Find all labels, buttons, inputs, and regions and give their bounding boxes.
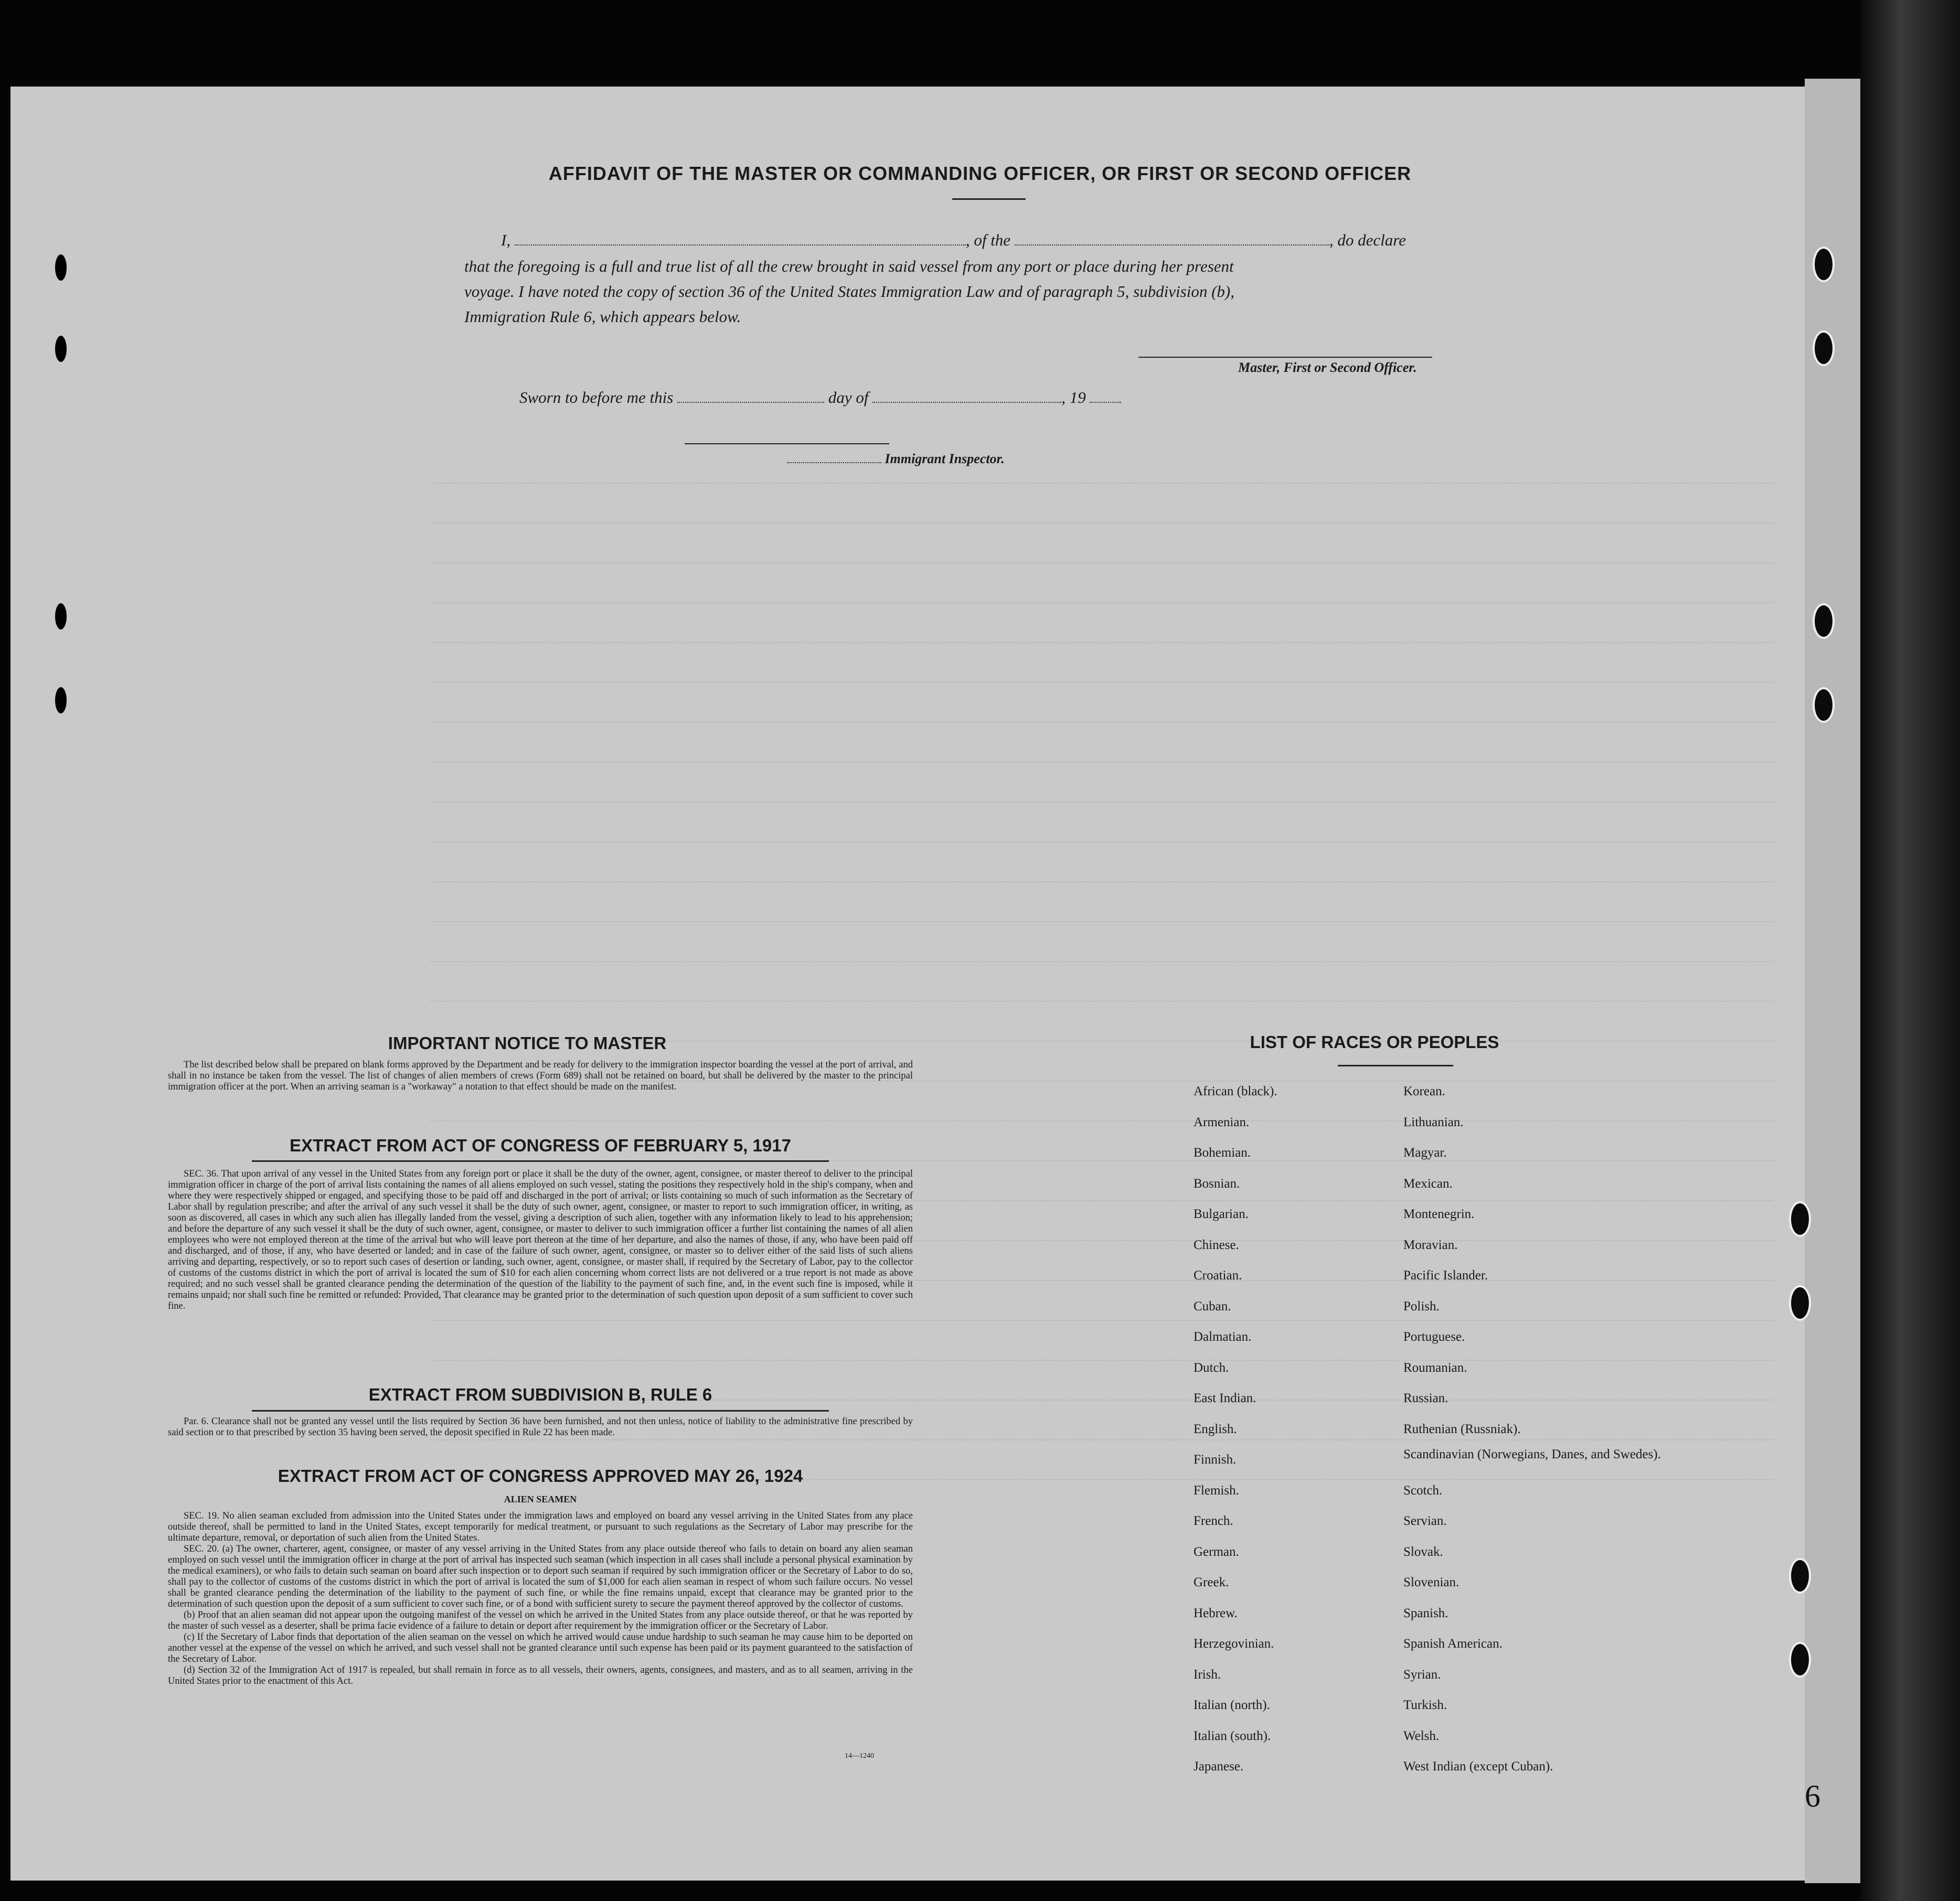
section-20b-paragraph: (b) Proof that an alien seaman did not appear upon the outgoing manifest of the vessel on which he arrived in the United States from any place outside thereof, or that he was reported by the master of such vessel as a deserter, shall be prima facie evidence of a failure to detain or deport after requirement by the immigration officer or the Secretary of Labor.: [168, 1610, 913, 1631]
race-item: Korean.: [1403, 1084, 1445, 1098]
vessel-blank[interactable]: [1015, 234, 1329, 245]
sworn-year-blank[interactable]: [1090, 391, 1121, 403]
races-title: LIST OF RACES OR PEOPLES: [1250, 1032, 1499, 1052]
race-item: Cuban.: [1194, 1299, 1231, 1313]
torn-edge: [1860, 0, 1960, 1901]
rule6-title: EXTRACT FROM SUBDIVISION B, RULE 6: [368, 1385, 712, 1404]
inspector-line[interactable]: [685, 443, 889, 444]
race-item: Magyar.: [1403, 1146, 1447, 1160]
race-item: French.: [1194, 1514, 1233, 1528]
punch-hole: [1789, 1558, 1811, 1594]
race-item: Scandinavian (Norwegians, Danes, and Swedes).: [1403, 1447, 1661, 1461]
extract-1924-text: [168, 1511, 913, 1687]
bleed-row: [430, 581, 1773, 603]
affidavit-declare: , do declare: [1329, 231, 1406, 249]
affidavit-title: AFFIDAVIT OF THE MASTER OR COMMANDING OFFICER, OR FIRST OR SECOND OFFICER: [548, 163, 1412, 184]
race-item: Armenian.: [1194, 1115, 1250, 1129]
affidavit-of: , of the: [965, 231, 1011, 249]
bleed-row: [430, 940, 1773, 962]
race-item: Bosnian.: [1194, 1176, 1240, 1191]
section-20a-paragraph: SEC. 20. (a) The owner, charterer, agent, consignee, or master of any vessel arriving in the United States from any place outside thereof who fails to detain on board any alien seaman employed on such vessel until the immigration officer in charge at the port of arrival has inspected such seaman (which inspection in all cases shall include a personal physical examination by the medical examiners), or who fails to detain such seaman on board after such inspection or to deport such seaman if required by such immigration officer or the Secretary of Labor to do so, shall pay to the collector of customs of the customs district in which the port of arrival is located the sum of $1,000 for each alien seaman in respect of whom such failure occurs. No vessel shall be granted clearance pending the determination of the liability to the payment of such fine, or while the fine remains unpaid, except that clearance may be granted prior to the determination of such question upon the deposit of a sum sufficient to cover such fine, or of a bond with sufficient surety to secure the payment thereof approved by the collector of customs.: [168, 1544, 913, 1609]
race-item: Dalmatian.: [1194, 1330, 1252, 1344]
punch-hole: [55, 336, 67, 362]
race-item: Mexican.: [1403, 1176, 1453, 1191]
notice-title: IMPORTANT NOTICE TO MASTER: [388, 1033, 667, 1053]
race-item: Slovak.: [1403, 1544, 1443, 1559]
race-item: Montenegrin.: [1403, 1207, 1475, 1221]
race-item: Slovenian.: [1403, 1575, 1460, 1589]
races-rule: [1338, 1065, 1453, 1066]
race-item: Portuguese.: [1403, 1330, 1465, 1344]
notice-paragraph: The list described below shall be prepared on blank forms approved by the Department and be ready for delivery to the immigration inspector boarding the vessel at the port of arrival, and shall in no instance be taken from the vessel. The list of changes of alien members of crews (Form 689) shall not be retained on board, but shall be delivered by the master to the principal immigration officer at the port. When an arriving seaman is a "workaway" a notation to that effect should be made on the manifest.: [168, 1060, 913, 1092]
rule-1917: [252, 1160, 829, 1162]
name-blank[interactable]: [515, 234, 966, 245]
race-item: Polish.: [1403, 1299, 1440, 1313]
race-item: Italian (north).: [1194, 1698, 1270, 1712]
race-item: Pacific Islander.: [1403, 1268, 1488, 1283]
race-item: Hebrew.: [1194, 1606, 1238, 1620]
race-item: Moravian.: [1403, 1237, 1458, 1252]
race-item: Roumanian.: [1403, 1360, 1467, 1375]
race-item: Spanish.: [1403, 1606, 1448, 1620]
bleed-row: [430, 781, 1773, 803]
race-item: Croatian.: [1194, 1268, 1242, 1283]
bleed-row: [430, 661, 1773, 683]
race-item: German.: [1194, 1544, 1239, 1559]
bleed-row: [430, 900, 1773, 922]
extract-1917-text: [168, 1169, 913, 1312]
bleed-row: [430, 701, 1773, 723]
punch-hole: [1813, 603, 1835, 639]
punch-hole: [1813, 687, 1835, 723]
rule6-paragraph: Par. 6. Clearance shall not be granted any vessel until the lists required by Section 36 have been furnished, and not then unless, notice of liability to the administrative fine prescribed by said section or to that prescribed by section 35 having been served, the deposit specified in Rule 22 has been made.: [168, 1416, 913, 1438]
sworn-prefix: Sworn to before me this: [519, 388, 674, 407]
inspector-label: [787, 451, 1005, 467]
section-19-paragraph: SEC. 19. No alien seaman excluded from admission into the United States under the immigration laws and employed on board any vessel arriving in the United States from any place outside thereof, shall be permitted to land in the United States, except temporarily for medical treatment, or pursuant to such regulations as the Secretary of Labor may prescribe for the ultimate departure, removal, or deportation of such alien from the United States.: [168, 1511, 913, 1543]
extract-1917-title: EXTRACT FROM ACT OF CONGRESS OF FEBRUARY 5, 1917: [290, 1136, 791, 1155]
punch-hole: [1789, 1285, 1811, 1321]
notice-text: [168, 1060, 913, 1093]
races-left-column: [1194, 1076, 1277, 1782]
race-item: Ruthenian (Russniak).: [1403, 1422, 1521, 1436]
race-item: Bulgarian.: [1194, 1207, 1249, 1221]
alien-seamen-subtitle: ALIEN SEAMEN: [504, 1494, 577, 1504]
race-item: West Indian (except Cuban).: [1403, 1759, 1553, 1774]
bleed-row: [430, 541, 1773, 563]
race-item: Chinese.: [1194, 1237, 1239, 1252]
section-36-paragraph: SEC. 36. That upon arrival of any vessel in the United States from any foreign port or place it shall be the duty of the owner, agent, consignee, or master thereof to deliver to the principal immigration officer in charge of the port of arrival lists containing the names of all aliens employed on such vessel, stating the positions they respectively hold in the ship's company, when and where they were respectively shipped or engaged, and specifying those to be paid off and discharged in the port of arrival; or lists containing so much of such information as the Secretary of Labor shall by regulation prescribe; and after the arrival of any such vessel it shall be the duty of such owner, agent, consignee, or master to report to such immigration officer, in writing, as soon as discovered, all cases in which any such alien has illegally landed from the vessel, giving a description of such alien, together with any information likely to lead to his apprehension; and before the departure of any such vessel it shall be the duty of such owner, agent, consignee, or master to deliver to such immigration officer a further list containing the names of all alien employees who were not employed thereon at the time of the arrival but who will leave port thereon at the time of her departure, and also the names of those, if any, who have been paid off and discharged, and of those, if any, who have deserted or landed; and in case of the failure of such owner, agent, consignee, or master so to deliver either of the said lists of such aliens arriving and departing, respectively, or so to report such cases of desertion or landing, such owner, agent, consignee, or master shall, if required by the Secretary of Labor, pay to the collector of customs of the customs district in which the port of arrival is located the sum of $10 for each alien concerning whom correct lists are not delivered or a true report is not made as above required; and no such vessel shall be granted clearance pending the determination of the question of the liability to the payment of such fine, and, in the event such fine is imposed, while it remains unpaid; nor shall such fine be remitted or refunded: Provided, That clearance may be granted prior to the determination of such question upon deposit of a sum sufficient to cover such fine.: [168, 1169, 913, 1311]
races-right-column: [1403, 1076, 1661, 1782]
bleed-row: [430, 980, 1773, 1002]
margin-handwritten-note: 6: [1805, 1779, 1820, 1813]
affidavit-line-3: voyage. I have noted the copy of section 36 of the United States Immigration Law and of paragraph 5, subdivision (b),: [464, 282, 1234, 301]
affidavit-line-4: Immigration Rule 6, which appears below.: [464, 307, 741, 326]
bleed-row: [430, 501, 1773, 524]
bleed-row: [430, 820, 1773, 842]
sworn-day-label: day of: [828, 388, 869, 407]
sworn-day-blank[interactable]: [677, 391, 824, 403]
punch-hole: [55, 687, 67, 713]
section-20c-paragraph: (c) If the Secretary of Labor finds that deportation of the alien seaman on the vessel on which he arrived would cause undue hardship to such seaman he may cause him to be deported on another vessel at the expense of the vessel on which he arrived, and such vessel shall not be granted clearance until such expense has been paid or its payment guaranteed to the satisfaction of the Secretary of Labor.: [168, 1632, 913, 1664]
punch-hole: [1813, 330, 1835, 366]
signature-line[interactable]: [1138, 357, 1432, 358]
punch-hole: [55, 603, 67, 629]
sworn-year: , 19: [1061, 388, 1086, 407]
race-item: Italian (south).: [1194, 1728, 1271, 1743]
race-item: African (black).: [1194, 1084, 1277, 1098]
signature-label: Master, First or Second Officer.: [1238, 360, 1417, 375]
punch-hole: [1813, 247, 1835, 282]
punch-hole: [55, 254, 67, 281]
race-item: Greek.: [1194, 1575, 1229, 1589]
bleed-row: [430, 860, 1773, 882]
race-item: Turkish.: [1403, 1698, 1447, 1712]
affidavit-i: I,: [501, 231, 511, 249]
race-item: Spanish American.: [1403, 1637, 1503, 1651]
race-item: Syrian.: [1403, 1667, 1441, 1682]
race-item: Irish.: [1194, 1667, 1221, 1682]
race-item: Finnish.: [1194, 1453, 1237, 1467]
affidavit-line-2: that the foregoing is a full and true list of all the crew brought in said vessel from any port or place during her present: [464, 257, 1234, 275]
sworn-line: [519, 388, 1121, 407]
race-item: Welsh.: [1403, 1728, 1440, 1743]
race-item: Dutch.: [1194, 1360, 1229, 1375]
bleed-row: [430, 462, 1773, 484]
bleed-row: [430, 741, 1773, 763]
race-item: Servian.: [1403, 1514, 1447, 1528]
form-number: 14—1240: [845, 1752, 874, 1760]
race-item: English.: [1194, 1422, 1237, 1436]
race-item: East Indian.: [1194, 1391, 1256, 1405]
rule-rule6: [252, 1410, 829, 1412]
race-item: Flemish.: [1194, 1483, 1239, 1498]
race-item: Lithuanian.: [1403, 1115, 1464, 1129]
title-rule: [952, 198, 1026, 200]
race-item: Russian.: [1403, 1391, 1448, 1405]
affidavit-line-1: [501, 231, 1406, 250]
race-item: Scotch.: [1403, 1483, 1443, 1498]
inspector-text: Immigrant Inspector.: [885, 451, 1005, 466]
rule6-text: [168, 1416, 913, 1438]
punch-hole: [1789, 1201, 1811, 1237]
punch-hole: [1789, 1642, 1811, 1678]
extract-1924-title: EXTRACT FROM ACT OF CONGRESS APPROVED MAY 26, 1924: [278, 1466, 803, 1486]
race-item: Herzegovinian.: [1194, 1637, 1274, 1651]
section-20d-paragraph: (d) Section 32 of the Immigration Act of 1917 is repealed, but shall remain in force as to all vessels, their owners, agents, consignees, and masters, and as to all seamen, arriving in the United States prior to the enactment of this Act.: [168, 1665, 913, 1686]
bleed-row: [430, 621, 1773, 643]
race-item: Bohemian.: [1194, 1146, 1251, 1160]
race-item: Japanese.: [1194, 1759, 1244, 1774]
sworn-month-blank[interactable]: [872, 391, 1061, 403]
inspector-blank[interactable]: [787, 452, 881, 463]
